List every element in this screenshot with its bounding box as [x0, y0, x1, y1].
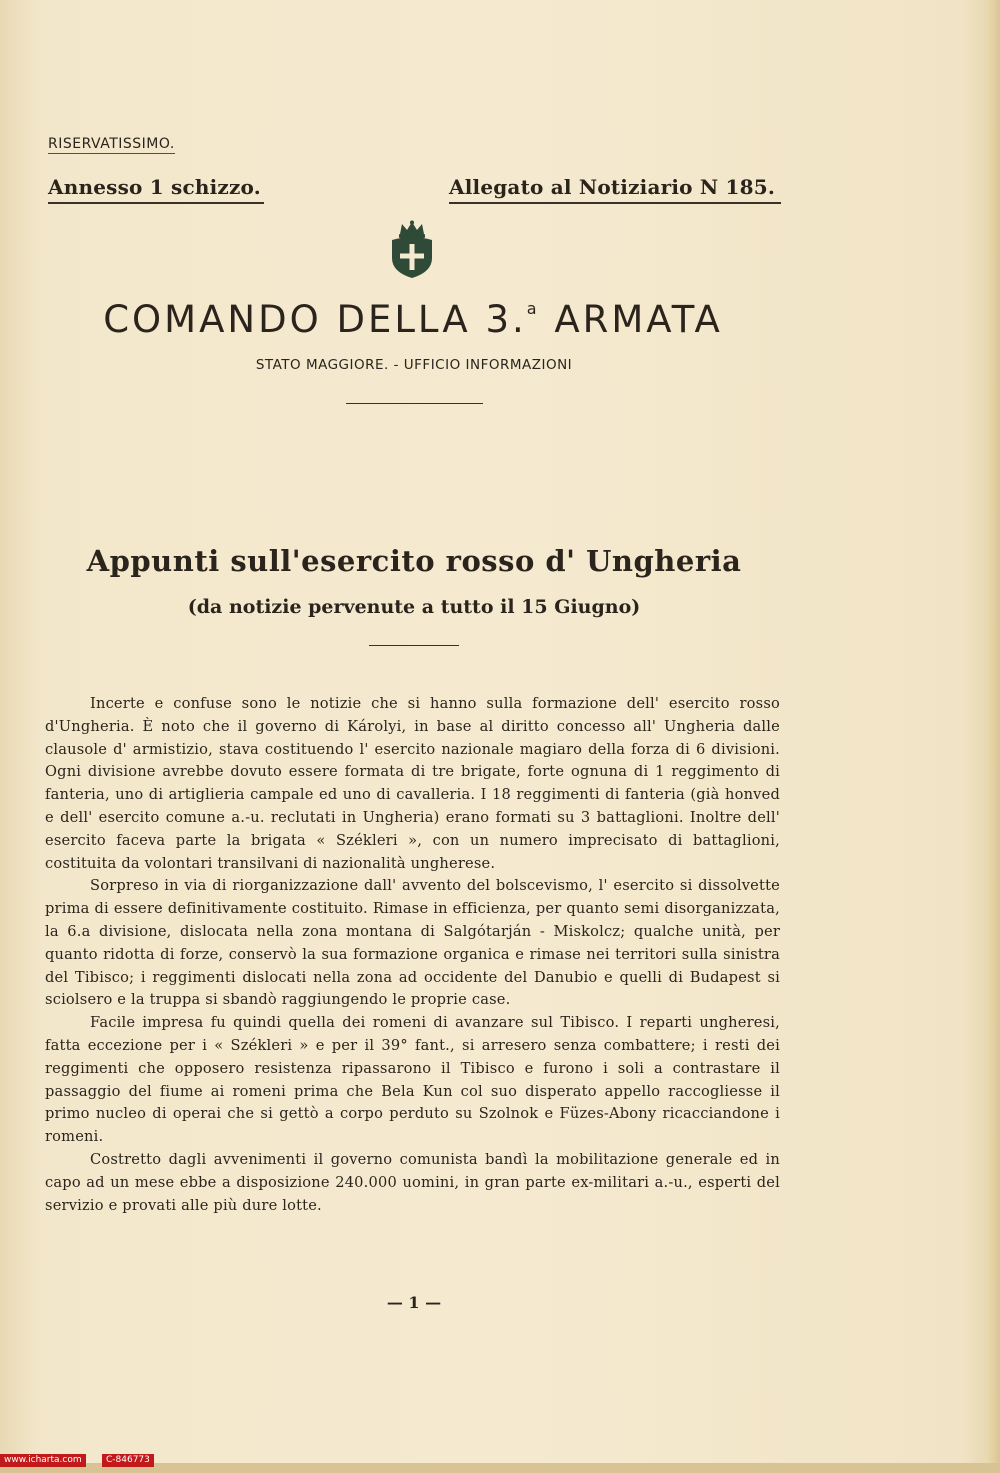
classification-label: RISERVATISSIMO.	[48, 136, 175, 152]
document-title: Appunti sull'esercito rosso d' Ungheria	[86, 544, 742, 578]
divider	[346, 403, 483, 404]
document-subtitle: (da notizie pervenute a tutto il 15 Giugno)	[187, 596, 641, 618]
page-edge-right	[988, 0, 1000, 1473]
savoy-crown-shield-icon	[386, 220, 438, 280]
office-subheading: STATO MAGGIORE. - UFFICIO INFORMAZIONI	[255, 357, 573, 373]
command-heading-ordinal: a	[526, 299, 540, 318]
footer-site-badge: www.icharta.com	[0, 1454, 86, 1467]
paragraph: Facile impresa fu quindi quella dei romeni di avanzare sul Tibisco. I reparti ungheresi, fatta eccezione per i « Székleri » e per il 39° fant., si arresero senza combattere; i resti dei reggimenti che opposero resistenza ripassarono il Tibisco e furono i soli a contrastare il passaggio del fiume ai romeni prima che Bela Kun col suo disperato appello raccogliesse il primo nucleo di operai che si gettò a corpo perduto su Szolnok e Füzes-Abony ricacciandone i romeni.	[45, 1014, 780, 1146]
paragraph: Sorpreso in via di riorganizzazione dall' avvento del bolscevismo, l' esercito si dissolvette prima di essere definitivamente costituito. Rimase in efficienza, per quanto semi disorganizzata, la 6.a divisione, dislocata nella zona montana di Salgótarján - Miskolcz; qualche unità, per quanto ridotta di forze, conservò la sua formazione organica e rimase nei territori sulla sinistra del Tibisco; i reggimenti dislocati nella zona ad occidente del Danubio e quelli di Budapest si sciolsero e la truppa si sbandò raggiungendo le proprie case.	[45, 877, 780, 1009]
command-heading-main: COMANDO DELLA 3.	[103, 298, 527, 341]
attachment-label: Allegato al Notiziario N 185.	[449, 175, 781, 204]
divider	[369, 645, 459, 646]
paragraph: Incerte e confuse sono le notizie che si hanno sulla formazione dell' esercito rosso d'Ungheria. È noto che il governo di Károlyi, in base al diritto concesso all' Ungheria dalle clausole d' armistizio, stava costituendo l' esercito nazionale magiaro della forza di 6 divisioni. Ogni divisione avrebbe dovuto essere formata di tre brigate, forte ognuna di 1 reggimento di fanteria, uno di artiglieria campale ed uno di cavalleria. I 18 reggimenti di fanteria (già honved e dell' esercito comune a.-u. reclutati in Ungheria) erano formati su 3 battaglioni. Inoltre dell' esercito faceva parte la brigata « Székleri », con un numero imprecisato di battaglioni, costituita da volontari transilvani di nazionalità ungherese.	[45, 695, 780, 872]
paragraph: Costretto dagli avvenimenti il governo comunista bandì la mobilitazione generale ed in capo ad un mese ebbe a disposizione 240.000 uomini, in gran parte ex-militari a.-u., esperti del servizio e provati alle più dure lotte.	[45, 1150, 780, 1214]
document-body	[45, 693, 780, 1217]
command-heading	[0, 298, 826, 341]
annex-label: Annesso 1 schizzo.	[48, 175, 264, 204]
page-number: — 1 —	[386, 1293, 442, 1312]
command-heading-end: ARMATA	[539, 298, 723, 341]
footer-code-badge: C-846773	[102, 1454, 154, 1467]
